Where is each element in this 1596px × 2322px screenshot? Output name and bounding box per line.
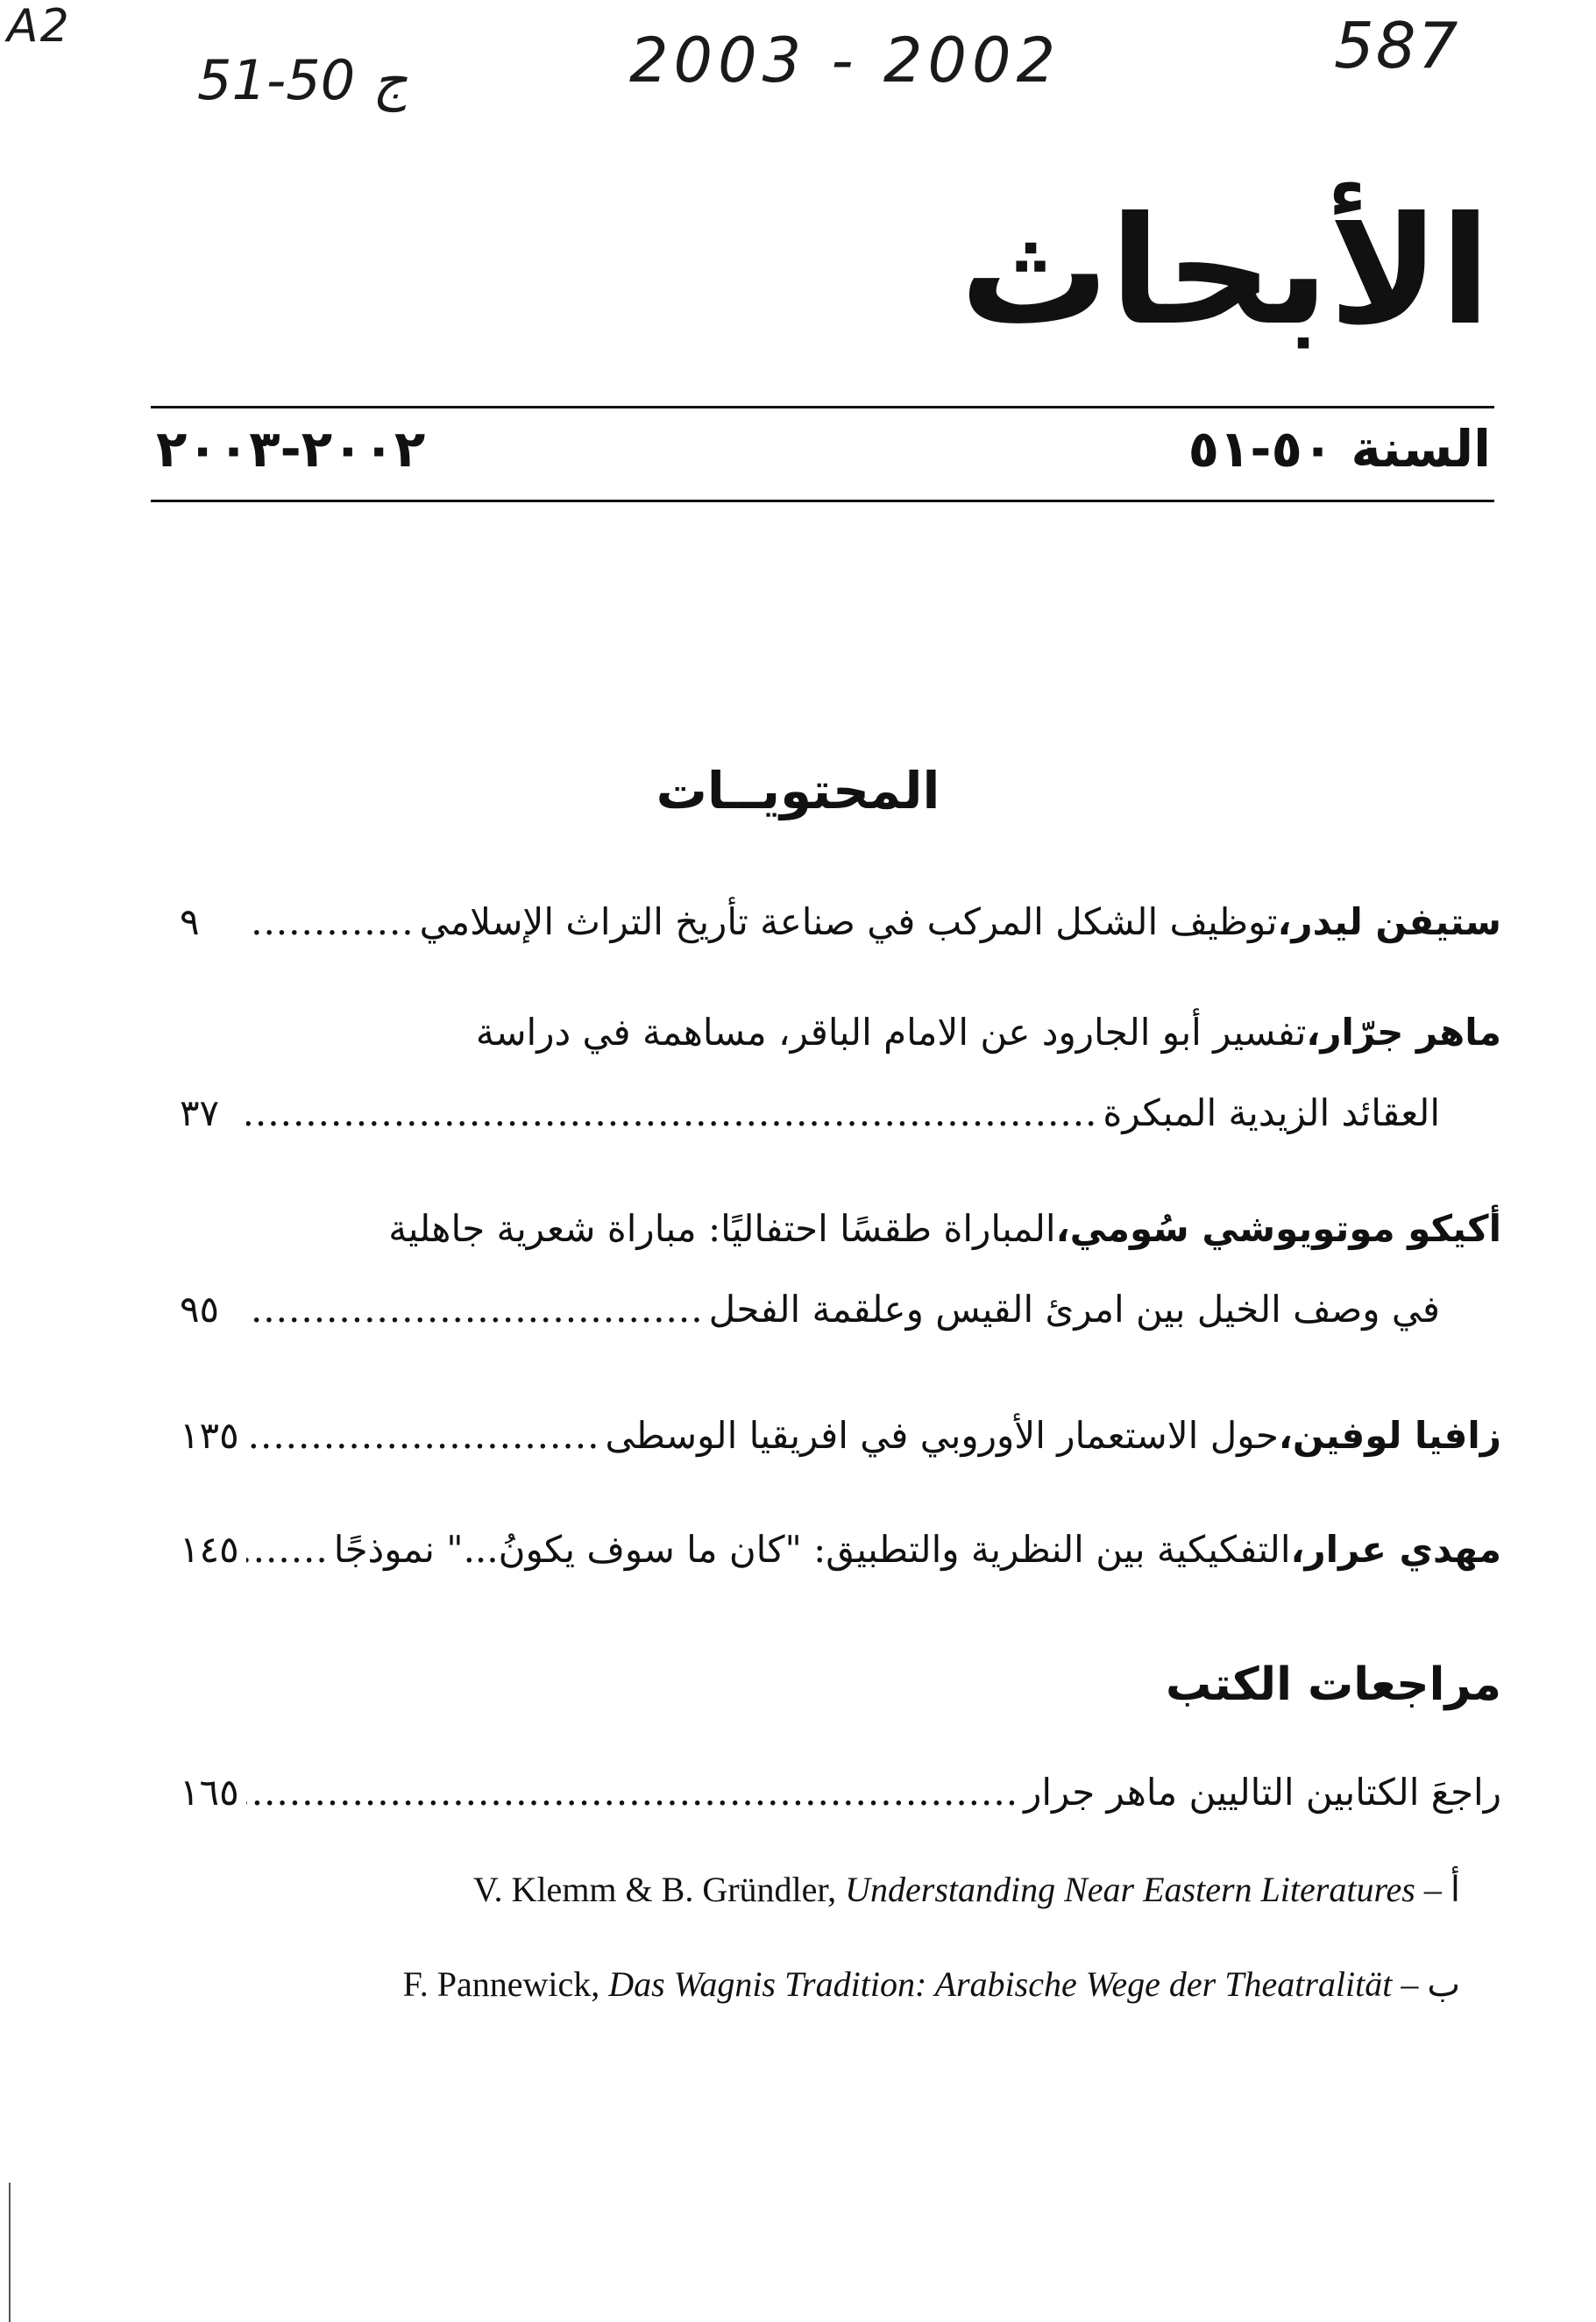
toc-entry — [180, 1523, 1501, 1576]
journal-title: الأبحاث — [960, 185, 1491, 359]
book-authors: F. Pannewick, — [402, 1964, 600, 2004]
review-entry — [180, 1766, 1501, 1819]
volume-years: ٢٠٠٢-٢٠٠٣ — [156, 419, 426, 479]
toc-entry — [180, 1410, 1501, 1462]
entry-title: تفسير أبو الجارود عن الامام الباقر، مساهمة في دراسة — [475, 1011, 1307, 1054]
toc-entry — [180, 896, 1501, 948]
entry-page-number: ١٣٥ — [180, 1414, 239, 1457]
dot-leader — [246, 1087, 1097, 1140]
contents-heading: المحتويــات — [656, 761, 940, 820]
handwritten-volume-note: 51-50 ج — [197, 48, 408, 112]
handwritten-corner-mark: A2 — [7, 0, 71, 53]
book-title: Das Wagnis Tradition: Arabische Wege der Theatralität — [608, 1964, 1393, 2004]
scan-edge-line — [9, 2183, 11, 2322]
journal-masthead — [877, 167, 1491, 377]
entry-author: ستيفن ليدر، — [1277, 900, 1501, 943]
entry-page-number: ٩ — [180, 900, 200, 943]
entry-title-continued: العقائد الزيدية المبكرة — [1103, 1091, 1440, 1134]
reviewed-book: V. Klemm & B. Gründler, Understanding Near Eastern Literatures – أ — [472, 1870, 1460, 1910]
dot-leader — [246, 1766, 1018, 1819]
entry-author: مهدي عرار، — [1290, 1528, 1501, 1571]
entry-title: التفكيكية بين النظرية والتطبيق: "كان ما سوف يكونُ..." نموذجًا — [333, 1528, 1291, 1571]
top-rule — [151, 406, 1494, 408]
book-reviews-heading: مراجعات الكتب — [1166, 1658, 1501, 1711]
handwritten-number-note: 587 — [1334, 9, 1460, 82]
dot-leader — [246, 1523, 329, 1576]
toc-entry — [180, 1006, 1501, 1140]
entry-page-number: ٩٥ — [180, 1288, 220, 1331]
entry-title-continued: في وصف الخيل بين امرئ القيس وعلقمة الفحل — [708, 1288, 1440, 1331]
dot-leader — [246, 896, 415, 948]
entry-title: حول الاستعمار الأوروبي في افريقيا الوسطى — [605, 1414, 1279, 1457]
bottom-rule — [151, 500, 1494, 502]
reviewed-book: F. Pannewick, Das Wagnis Tradition: Arabische Wege der Theatralität – ب — [402, 1964, 1460, 2005]
entry-title: المباراة طقسًا احتفاليًا: مباراة شعرية جاهلية — [388, 1207, 1056, 1250]
entry-author: ماهر جرّار، — [1306, 1011, 1501, 1054]
book-marker: أ — [1450, 1870, 1460, 1910]
handwritten-years-note: 2003 - 2002 — [629, 25, 1061, 96]
dot-leader — [246, 1410, 599, 1462]
entry-page-number: ١٤٥ — [180, 1528, 239, 1571]
entry-author: أكيكو موتويوشي سُومي، — [1055, 1207, 1501, 1250]
dot-leader — [246, 1283, 704, 1336]
review-page-number: ١٦٥ — [180, 1771, 239, 1814]
book-marker: ب — [1427, 1964, 1460, 2005]
book-title: Understanding Near Eastern Literatures — [845, 1870, 1415, 1909]
toc-entry — [180, 1203, 1501, 1336]
review-title: راجعَ الكتابين التاليين ماهر جرار — [1024, 1771, 1501, 1814]
entry-page-number: ٣٧ — [180, 1091, 220, 1134]
book-authors: V. Klemm & B. Gründler, — [472, 1870, 837, 1909]
entry-author: زافيا لوفين، — [1278, 1414, 1501, 1457]
volume-label: السنة ٥٠-٥١ — [1188, 419, 1491, 479]
entry-title: توظيف الشكل المركب في صناعة تأريخ التراث الإسلامي — [419, 900, 1278, 943]
